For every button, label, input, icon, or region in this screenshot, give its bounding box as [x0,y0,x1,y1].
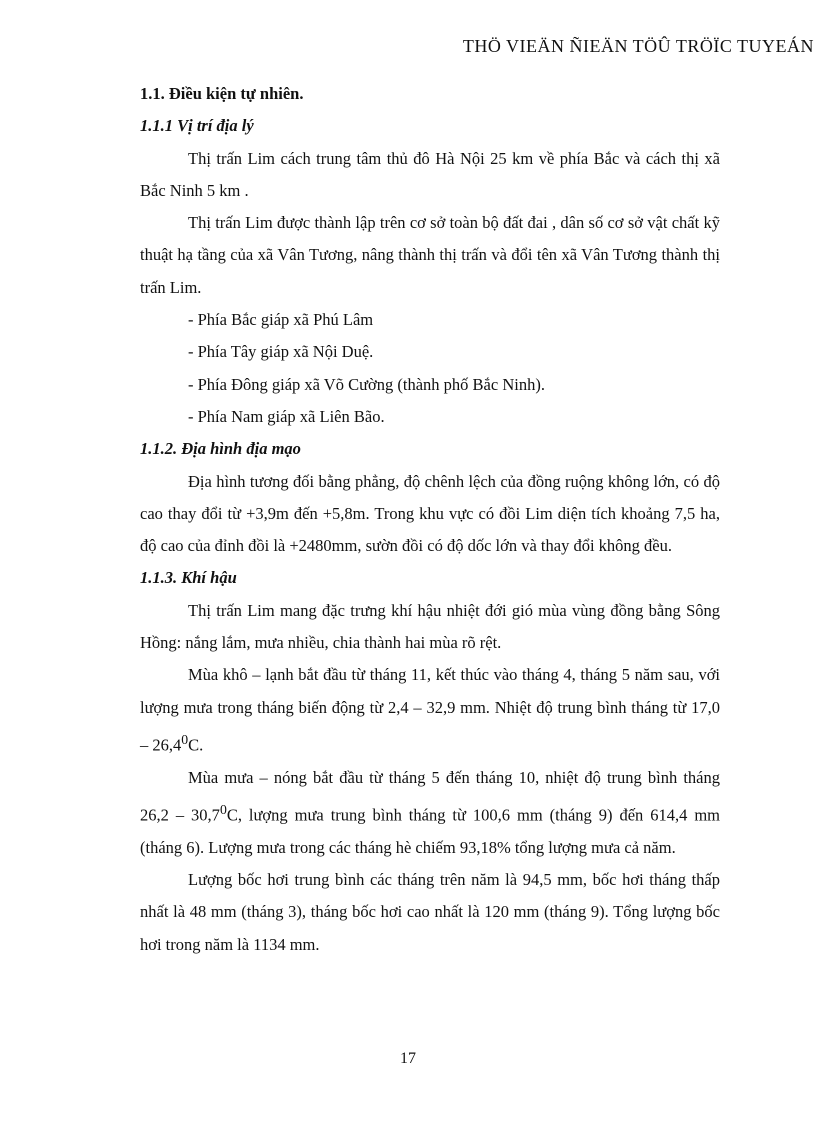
page-content [140,78,720,961]
dry-season-unit: C. [188,735,204,755]
paragraph-establishment: Thị trấn Lim được thành lập trên cơ sở toàn bộ đất đai , dân số cơ sở vật chất kỹ thuật hạ tầng của xã Vân Tương, nâng thành thị trấn và đổi tên xã Vân Tương thành thị trấn Lim. [140,213,720,297]
degree-superscript: 0 [219,802,227,818]
page-number: 17 [400,1050,416,1067]
rainy-season-text: Mùa mưa – nóng bắt đầu từ tháng 5 đến tháng 10, nhiệt độ trung bình tháng 26,2 – 30,7 [140,767,720,825]
paragraph-evaporation: Lượng bốc hơi trung bình các tháng trên năm là 94,5 mm, bốc hơi tháng thấp nhất là 48 mm (tháng 3), tháng bốc hơi cao nhất là 120 mm (tháng 9). Tổng lượng bốc hơi trong năm là 1134 mm. [140,870,720,954]
paragraph-location: Thị trấn Lim cách trung tâm thủ đô Hà Nội 25 km về phía Bắc và cách thị xã Bắc Ninh 5 km . [140,148,720,200]
border-item-south: - Phía Nam giáp xã Liên Bão. [188,406,385,426]
paragraph-dry-season [140,659,720,761]
degree-superscript: 0 [181,731,189,747]
rainy-season-rest: C, lượng mưa trung bình tháng từ 100,6 mm (tháng 9) đến 614,4 mm (tháng 6). Lượng mưa trong các tháng hè chiếm 93,18% tổng lượng mưa cả năm. [140,805,721,857]
running-header: THÖ VIEÄN ÑIEÄN TÖÛ TRÖÏC TUYEÁN [462,36,814,56]
heading-1-1-1: 1.1.1 Vị trí địa lý [140,116,254,136]
heading-1-1-3: 1.1.3. Khí hậu [140,568,237,588]
border-item-west: - Phía Tây giáp xã Nội Duệ. [188,342,374,362]
heading-1-1-2: 1.1.2. Địa hình địa mạo [140,439,301,459]
paragraph-rainy-season [140,762,720,864]
dry-season-text: Mùa khô – lạnh bắt đầu từ tháng 11, kết thúc vào tháng 4, tháng 5 năm sau, với lượng mưa trong tháng biến động từ 2,4 – 32,9 mm. Nhiệt độ trung bình tháng từ 17,0 – 26,4 [140,665,720,755]
paragraph-terrain: Địa hình tương đối bằng phẳng, độ chênh lệch của đồng ruộng không lớn, có độ cao thay đổi từ +3,9m đến +5,8m. Trong khu vực có đồi Lim diện tích khoảng 7,5 ha, độ cao của đỉnh đồi là +2480mm, sườn đồi có độ dốc lớn và thay đổi không đều. [140,471,720,556]
heading-1-1: 1.1. Điều kiện tự nhiên. [140,84,304,103]
border-item-north: - Phía Bắc giáp xã Phú Lâm [188,310,374,330]
paragraph-climate: Thị trấn Lim mang đặc trưng khí hậu nhiệt đới gió mùa vùng đồng bằng Sông Hồng: nắng lắm, mưa nhiều, chia thành hai mùa rõ rệt. [140,600,720,653]
border-item-east: - Phía Đông giáp xã Võ Cường (thành phố Bắc Ninh). [188,374,545,394]
